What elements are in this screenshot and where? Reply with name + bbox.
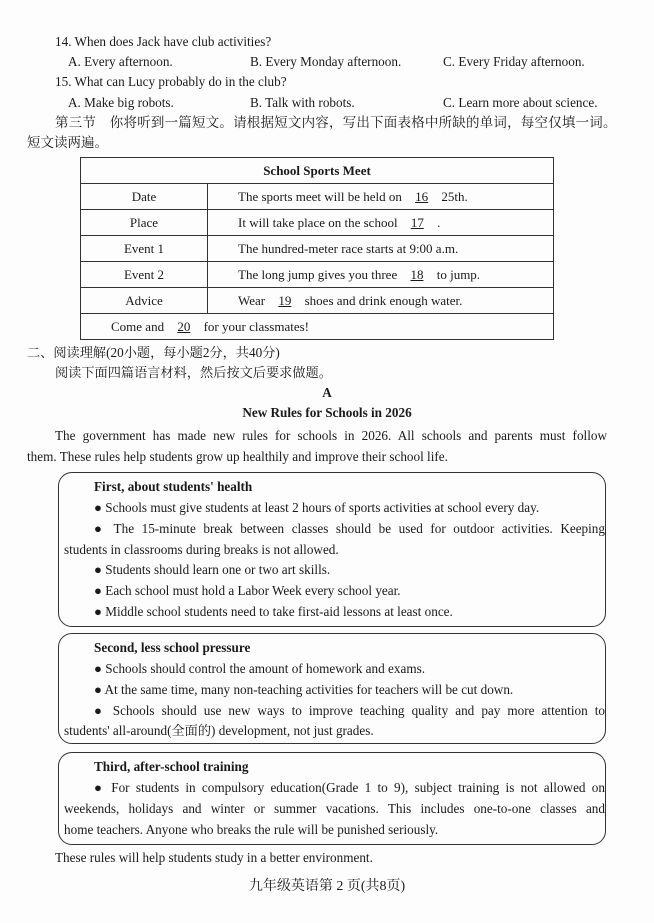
passage-letter: A xyxy=(322,385,332,400)
box-heading: First, about students' health xyxy=(94,479,253,494)
table-row xyxy=(81,184,554,210)
box-line: ● At the same time, many non-teaching activities for teachers will be cut down. xyxy=(94,681,514,697)
table-row xyxy=(81,210,554,236)
question-14: 14. When does Jack have club activities? xyxy=(55,34,272,49)
q15-option-a: A. Make big robots. xyxy=(68,95,174,110)
box-line: home teachers. Anyone who breaks the rule will be punished seriously. xyxy=(64,821,439,837)
row-content xyxy=(208,236,554,262)
q15-option-b: B. Talk with robots. xyxy=(250,95,355,110)
box-line: ● The 15-minute break between classes should be used for outdoor activities. Keeping xyxy=(94,520,605,536)
box-line: students in classrooms during breaks is not allowed. xyxy=(64,541,339,557)
row-content xyxy=(208,262,554,288)
row-label: Place xyxy=(81,210,208,236)
box-line: students' all-around(全面的) development, not just grades. xyxy=(64,723,374,739)
answer-blank: 19 xyxy=(278,292,292,308)
q14-option-a: A. Every afternoon. xyxy=(68,54,173,69)
answer-blank: 18 xyxy=(410,266,424,282)
cell-text: The hundred-meter race starts at 9:00 a.m. xyxy=(238,240,459,256)
rules-box xyxy=(58,633,606,744)
row-content xyxy=(208,210,554,236)
box-line: ● Each school must hold a Labor Week every school year. xyxy=(94,583,401,599)
answer-blank: 16 xyxy=(415,188,429,204)
cell-text: 25th. xyxy=(441,188,468,204)
cell-text: to jump. xyxy=(436,266,481,282)
part2-instruction: 阅读下面四篇语言材料，然后按文后要求做题。 xyxy=(55,365,332,380)
box-line: weekends, holidays and winter or summer vacations. This includes one-to-one classes and xyxy=(64,800,605,816)
cell-text: Come and xyxy=(111,318,165,334)
box-line: ● Middle school students need to take first-aid lessons at least once. xyxy=(94,604,453,619)
row-label: Date xyxy=(81,184,208,210)
section3-instruction: 第三节 你将听到一篇短文。请根据短文内容，写出下面表格中所缺的单词，每空仅填一词。 xyxy=(55,115,617,130)
q14-option-c: C. Every Friday afternoon. xyxy=(443,54,585,69)
table-row xyxy=(81,262,554,288)
box-line: ● Schools should use new ways to improve teaching quality and pay more attention to xyxy=(94,702,605,718)
closing-sentence: These rules will help students study in a better environment. xyxy=(55,850,373,865)
table-row xyxy=(81,288,554,314)
table-row-last xyxy=(81,314,554,340)
answer-blank: 20 xyxy=(177,318,191,334)
row-label: Event 2 xyxy=(81,262,208,288)
box-line: ● Schools should control the amount of homework and exams. xyxy=(94,661,426,676)
cell-text: It will take place on the school xyxy=(238,214,398,230)
box-heading: Second, less school pressure xyxy=(94,640,251,655)
row-label: Advice xyxy=(81,288,208,314)
cell-text: Wear xyxy=(238,292,266,308)
q15-option-c: C. Learn more about science. xyxy=(443,95,598,110)
cell-text: . xyxy=(437,214,441,230)
row-content xyxy=(208,288,554,314)
page-footer: 九年级英语第 2 页(共8页) xyxy=(248,879,406,894)
cell-text: The long jump gives you three xyxy=(238,266,398,282)
table-title: School Sports Meet xyxy=(81,158,554,184)
question-15: 15. What can Lucy probably do in the club? xyxy=(55,74,287,89)
row-label: Event 1 xyxy=(81,236,208,262)
cell-text: The sports meet will be held on xyxy=(238,188,402,204)
passage-title: New Rules for Schools in 2026 xyxy=(242,405,412,420)
part2-heading: 二、阅读理解(20小题，每小题2分，共40分) xyxy=(27,345,280,360)
sports-meet-table xyxy=(80,157,554,340)
rules-box xyxy=(58,752,606,845)
box-line: ● Schools must give students at least 2 hours of sports activities at school every day. xyxy=(94,500,540,515)
table-row xyxy=(81,236,554,262)
section3-instruction-2: 短文读两遍。 xyxy=(27,135,108,150)
row-content xyxy=(81,314,554,340)
box-line: ● Students should learn one or two art skills. xyxy=(94,562,331,578)
box-heading: Third, after-school training xyxy=(94,759,249,774)
cell-text: for your classmates! xyxy=(203,318,309,334)
row-content xyxy=(208,184,554,210)
cell-text: shoes and drink enough water. xyxy=(304,292,463,308)
answer-blank: 17 xyxy=(410,214,424,230)
intro-line-2: them. These rules help students grow up healthily and improve their school life. xyxy=(27,449,448,464)
box-line: ● For students in compulsory education(Grade 1 to 9), subject training is not allowed on xyxy=(94,780,605,795)
rules-box xyxy=(58,472,606,627)
q14-option-b: B. Every Monday afternoon. xyxy=(250,54,402,69)
intro-line-1: The government has made new rules for schools in 2026. All schools and parents must follow xyxy=(55,428,607,443)
